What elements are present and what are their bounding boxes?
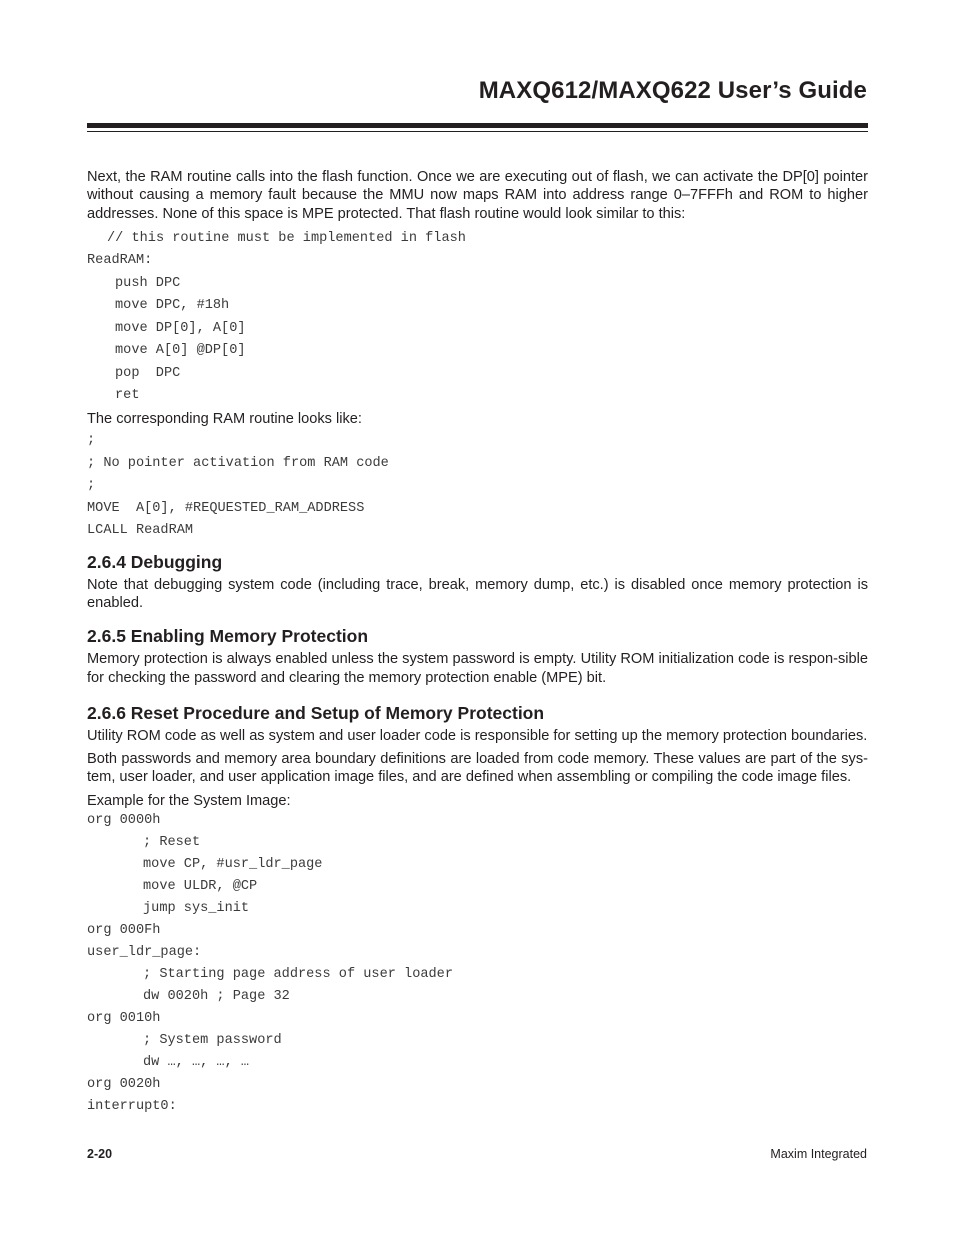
code-line: org 0010h [87, 1011, 161, 1027]
footer-company: Maxim Integrated [770, 1147, 867, 1161]
code-line: LCALL ReadRAM [87, 523, 194, 539]
code-line: MOVE A[0], #REQUESTED_RAM_ADDRESS [87, 500, 365, 516]
section-paragraph: Utility ROM code as well as system and user loader code is responsible for setting up the memory protection boundaries. [87, 727, 868, 744]
code-line: ; Reset [143, 835, 201, 851]
example-intro: Example for the System Image: [87, 792, 291, 809]
code-line: ; System password [143, 1033, 282, 1049]
intro-paragraph: Next, the RAM routine calls into the flash function. Once we are executing out of flash, we can activate the DP[0] pointer without causing a memory fault because the MMU now maps RAM into address range 0–7FFFh and ROM to higher addresses. None of this space is MPE protected. That flash routine would look similar to this: [87, 169, 868, 222]
header-rule-thick [87, 123, 868, 128]
code-line: ; No pointer activation from RAM code [87, 455, 389, 471]
code-line: move DP[0], A[0] [115, 320, 246, 336]
code-comment: // this routine must be implemented in flash [107, 230, 466, 246]
code-line: dw 0020h ; Page 32 [143, 989, 290, 1005]
code-line: move A[0] @DP[0] [115, 343, 246, 359]
code-line: move ULDR, @CP [143, 879, 258, 895]
code-line: ; Starting page address of user loader [143, 967, 453, 983]
header-rule-thin [87, 131, 868, 132]
code-line: ; [87, 478, 96, 494]
code-line: org 0000h [87, 813, 161, 829]
code-line: move DPC, #18h [115, 298, 230, 314]
code-line: dw …, …, …, … [143, 1055, 250, 1071]
code-line: org 0020h [87, 1077, 161, 1093]
ram-routine-intro: The corresponding RAM routine looks like: [87, 410, 362, 427]
code-line: pop DPC [115, 365, 181, 381]
section-paragraph: Note that debugging system code (including trace, break, memory dump, etc.) is disabled once memory protection is enabled. [87, 576, 868, 611]
section-heading-enabling: 2.6.5 Enabling Memory Protection [87, 626, 369, 647]
code-line: ; [87, 433, 96, 449]
section-paragraph: Both passwords and memory area boundary definitions are loaded from code memory. These values are part of the sys-tem, user loader, and user application image files, and are defined when assembling or compiling the code image files. [87, 751, 868, 786]
section-paragraph: Memory protection is always enabled unless the system password is empty. Utility ROM initialization code is respon-sible for checking the password and clearing the memory protection enable (MPE) bit. [87, 651, 868, 686]
code-label: ReadRAM: [87, 253, 153, 269]
page-title: MAXQ612/MAXQ622 User’s Guide [478, 77, 867, 104]
code-line: user_ldr_page: [87, 945, 202, 961]
page-content [87, 168, 868, 1118]
code-line: push DPC [115, 275, 181, 291]
code-line: ret [115, 388, 140, 404]
code-line: move CP, #usr_ldr_page [143, 857, 323, 873]
code-line: org 000Fh [87, 923, 161, 939]
section-heading-reset: 2.6.6 Reset Procedure and Setup of Memory Protection [87, 702, 545, 723]
code-line: interrupt0: [87, 1099, 177, 1115]
section-heading-debugging: 2.6.4 Debugging [87, 551, 223, 572]
code-line: jump sys_init [143, 901, 250, 917]
page-number: 2-20 [87, 1147, 113, 1161]
